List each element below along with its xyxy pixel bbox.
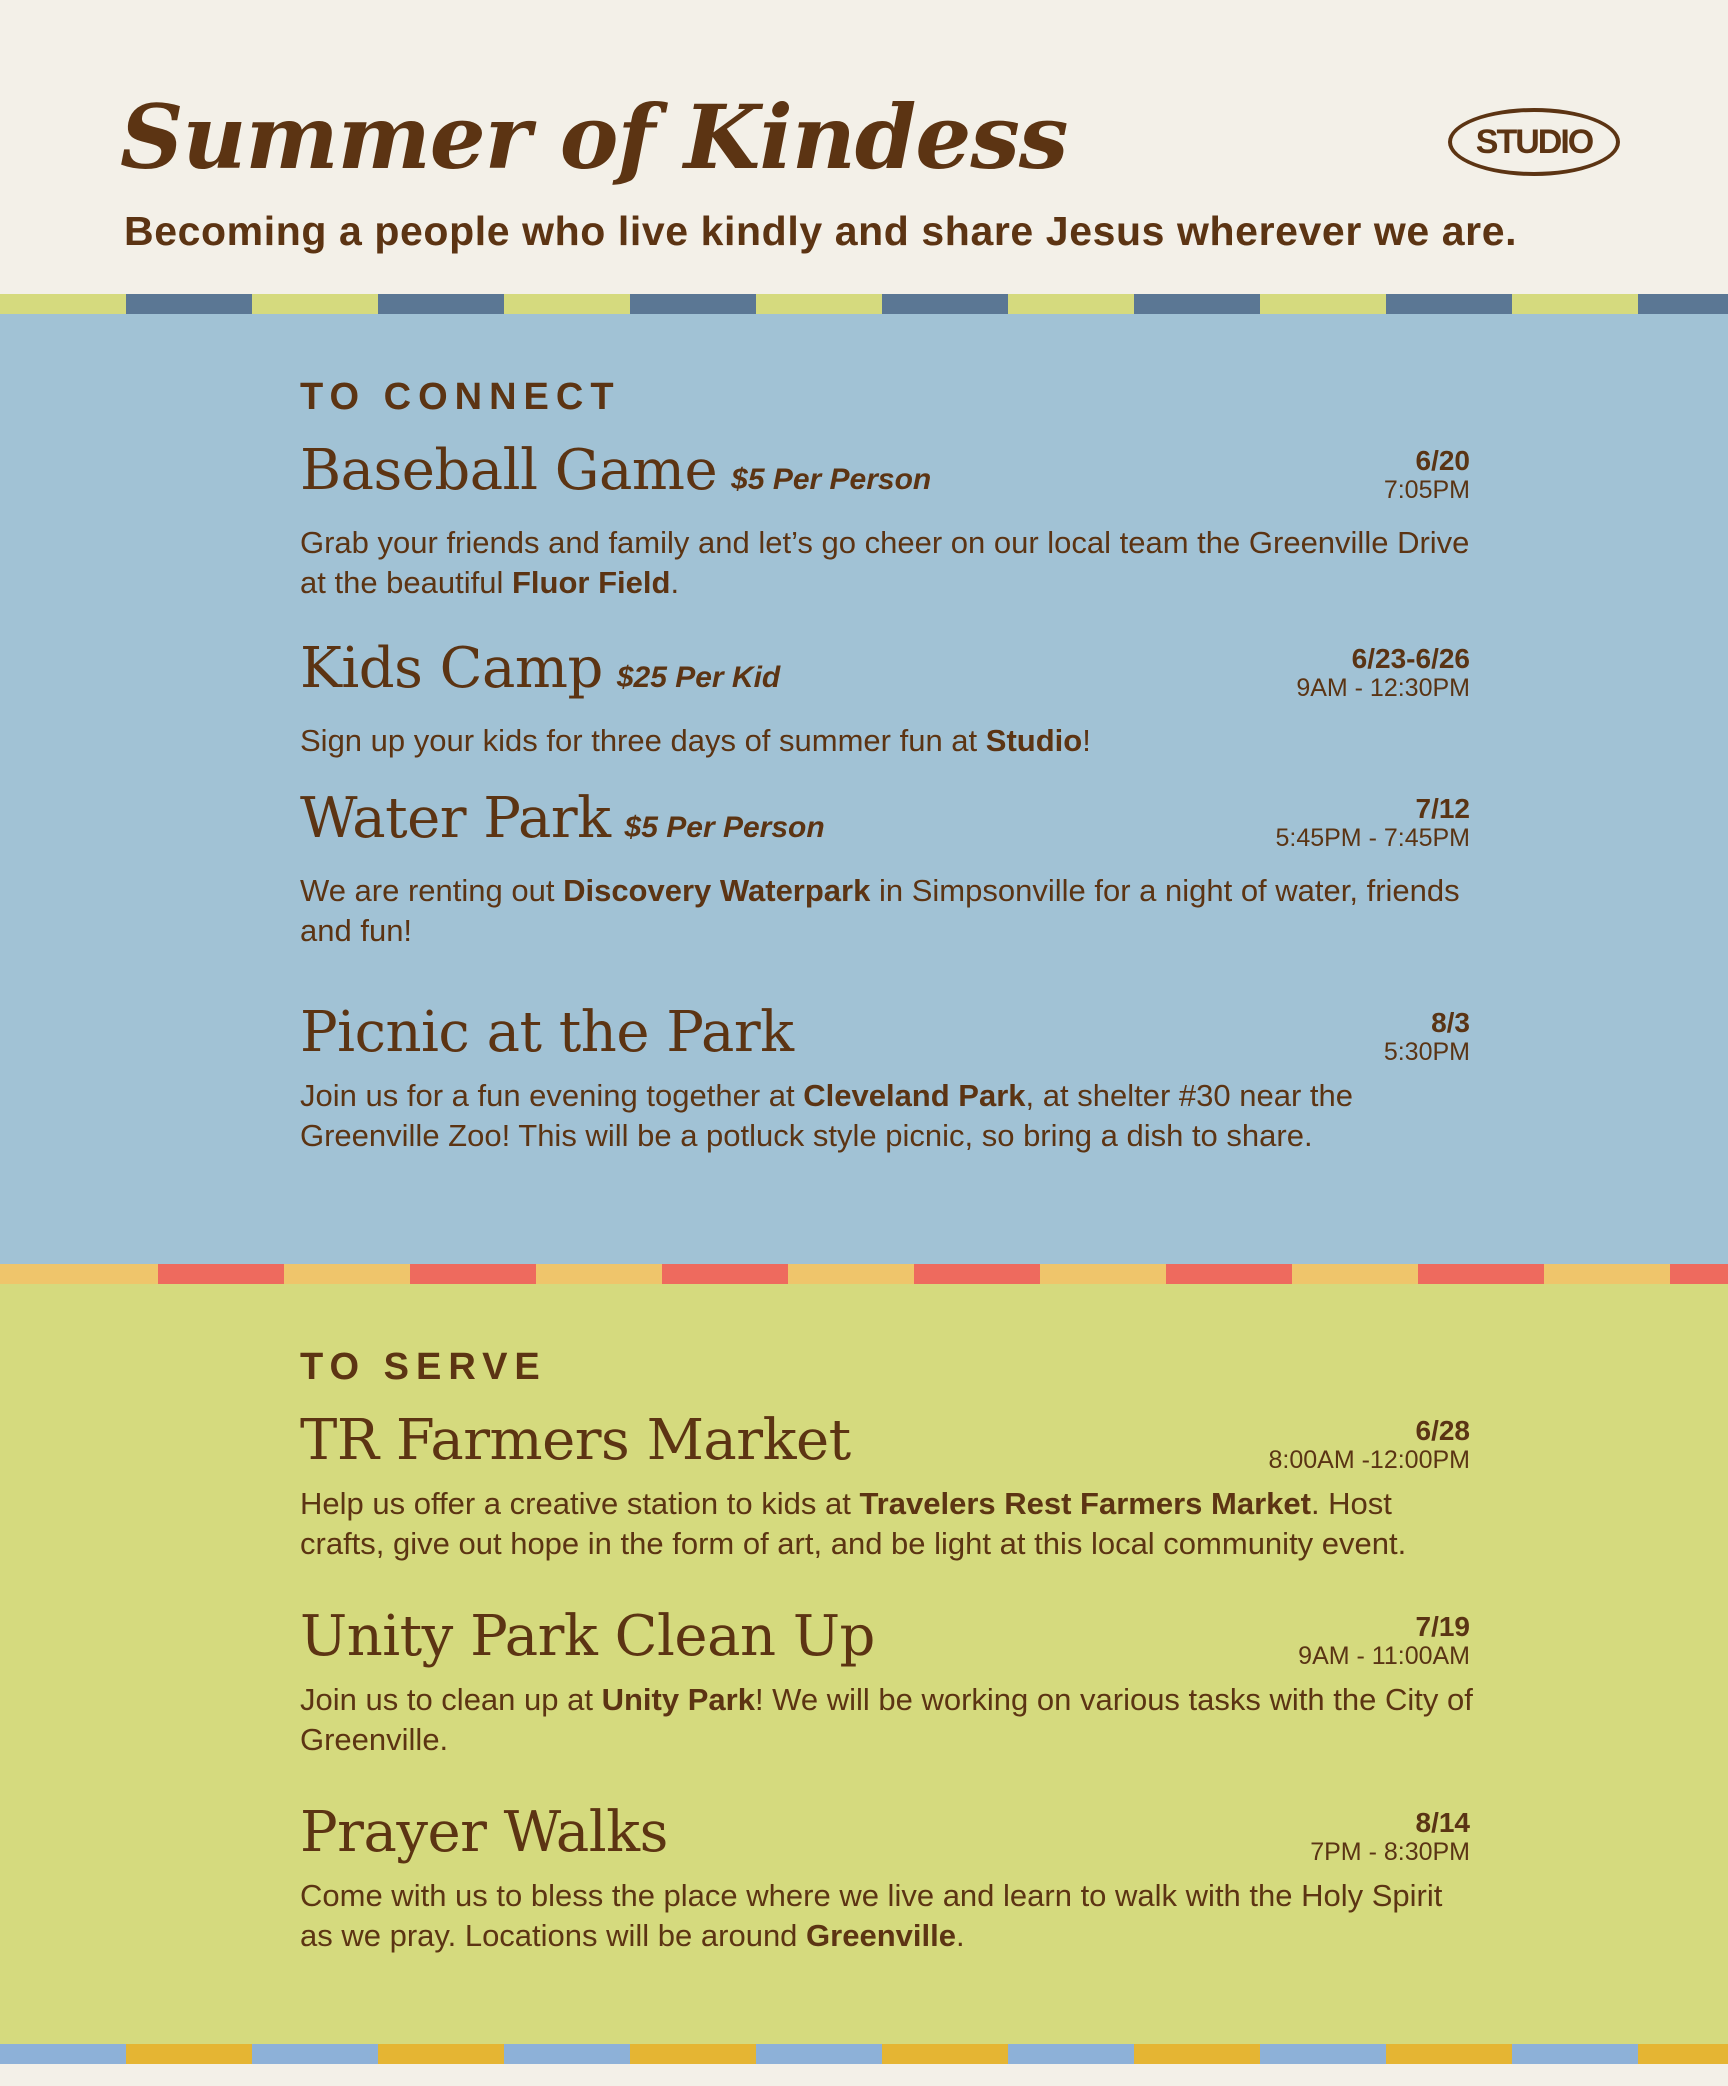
stripe-segment — [756, 2044, 882, 2064]
event-title — [300, 998, 1470, 1068]
event-date: 8/14 — [1415, 1807, 1470, 1838]
serve-section — [0, 1284, 1728, 2044]
event-picnic-at-the-park — [300, 998, 1470, 1156]
event-price: $5 Per Person — [624, 811, 825, 844]
stripe-segment — [378, 2044, 504, 2064]
stripe-segment — [1670, 1264, 1728, 1284]
event-time: 7PM - 8:30PM — [1310, 1838, 1470, 1866]
event-title — [300, 1798, 1470, 1868]
event-time: 5:30PM — [1383, 1038, 1470, 1066]
divider-stripe — [0, 1264, 1728, 1284]
event-when — [1310, 1808, 1470, 1866]
event-when — [1275, 794, 1470, 852]
stripe-segment — [1292, 1264, 1418, 1284]
event-date: 6/20 — [1415, 445, 1470, 476]
event-date: 7/12 — [1415, 793, 1470, 824]
stripe-segment — [158, 1264, 284, 1284]
event-time: 9AM - 11:00AM — [1298, 1642, 1470, 1670]
stripe-segment — [1386, 294, 1512, 314]
event-date: 8/3 — [1431, 1007, 1470, 1038]
stripe-segment — [1512, 2044, 1638, 2064]
stripe-segment — [630, 294, 756, 314]
event-date: 6/28 — [1415, 1415, 1470, 1446]
studio-logo: STUDIO — [1448, 108, 1620, 176]
stripe-segment — [1512, 294, 1638, 314]
stripe-segment — [662, 1264, 788, 1284]
event-when — [1384, 1008, 1470, 1066]
stripe-segment — [1008, 294, 1134, 314]
stripe-segment — [410, 1264, 536, 1284]
event-tr-farmers-market — [300, 1406, 1470, 1564]
stripe-segment — [1544, 1264, 1670, 1284]
stripe-segment — [1008, 2044, 1134, 2064]
connect-section — [0, 314, 1728, 1264]
stripe-segment — [378, 294, 504, 314]
stripe-segment — [0, 294, 126, 314]
event-description: Grab your friends and family and let’s go cheer on our local team the Greenville Drive at the beautiful Fluor Field. — [300, 525, 1470, 600]
stripe-segment — [284, 1264, 410, 1284]
event-name: Water Park — [300, 786, 611, 851]
event-description: We are renting out Discovery Waterpark in Simpsonville for a night of water, friends and fun! — [300, 873, 1460, 948]
event-time: 7:05PM — [1383, 476, 1470, 504]
stripe-segment — [504, 2044, 630, 2064]
highlighted-place: Travelers Rest Farmers Market — [859, 1486, 1311, 1521]
highlighted-place: Fluor Field — [512, 565, 671, 600]
stripe-segment — [914, 1264, 1040, 1284]
event-time: 5:45PM - 7:45PM — [1275, 824, 1470, 852]
event-when — [1298, 1612, 1470, 1670]
event-kids-camp — [300, 634, 1470, 761]
stripe-segment — [882, 2044, 1008, 2064]
event-baseball-game — [300, 436, 1470, 603]
stripe-segment — [504, 294, 630, 314]
stripe-segment — [1166, 1264, 1292, 1284]
event-title — [300, 1602, 1470, 1672]
event-unity-park-clean-up — [300, 1602, 1473, 1760]
highlighted-place: Studio — [985, 723, 1083, 758]
stripe-segment — [32, 1264, 158, 1284]
stripe-segment — [126, 2044, 252, 2064]
event-time: 8:00AM -12:00PM — [1268, 1446, 1470, 1474]
stripe-segment — [1134, 294, 1260, 314]
stripe-segment — [252, 294, 378, 314]
divider-stripe — [0, 294, 1728, 314]
event-title — [300, 634, 1470, 713]
event-date: 6/23-6/26 — [1351, 643, 1470, 674]
highlighted-place: Unity Park — [601, 1682, 755, 1717]
event-date: 7/19 — [1415, 1611, 1470, 1642]
event-price: $5 Per Person — [731, 463, 932, 496]
highlighted-place: Cleveland Park — [803, 1078, 1026, 1113]
stripe-segment — [1040, 1264, 1166, 1284]
stripe-segment — [536, 1264, 662, 1284]
event-title — [300, 436, 1470, 515]
event-name: Baseball Game — [300, 438, 718, 503]
event-price: $25 Per Kid — [616, 661, 781, 694]
stripe-segment — [1134, 2044, 1260, 2064]
stripe-segment — [1638, 2044, 1728, 2064]
stripe-segment — [756, 294, 882, 314]
section-heading-connect: TO CONNECT — [300, 376, 621, 418]
highlighted-place: Discovery Waterpark — [563, 873, 871, 908]
event-when — [1384, 446, 1470, 504]
stripe-segment — [1386, 2044, 1512, 2064]
event-name: Picnic at the Park — [300, 1000, 794, 1065]
event-name: Unity Park Clean Up — [300, 1604, 875, 1669]
event-description: Help us offer a creative station to kids at Travelers Rest Farmers Market. Host crafts, give out hope in the form of art, and be light at this local community event. — [300, 1486, 1407, 1561]
divider-stripe — [0, 2044, 1728, 2064]
stripe-segment — [126, 294, 252, 314]
event-when — [1269, 1416, 1471, 1474]
stripe-segment — [1638, 294, 1728, 314]
stripe-segment — [0, 2044, 126, 2064]
event-when — [1296, 644, 1470, 702]
event-description: Join us for a fun evening together at Cleveland Park, at shelter #30 near the Greenville Zoo! This will be a potluck style picnic, so bring a dish to share. — [300, 1078, 1353, 1153]
stripe-segment — [882, 294, 1008, 314]
stripe-segment — [1260, 294, 1386, 314]
header — [0, 0, 1728, 294]
highlighted-place: Greenville — [806, 1918, 956, 1953]
section-heading-serve: TO SERVE — [300, 1346, 547, 1388]
stripe-segment — [788, 1264, 914, 1284]
stripe-segment — [630, 2044, 756, 2064]
stripe-segment — [1260, 2044, 1386, 2064]
event-name: TR Farmers Market — [300, 1408, 851, 1473]
event-name: Kids Camp — [300, 636, 603, 701]
event-name: Prayer Walks — [300, 1800, 668, 1865]
stripe-segment — [1418, 1264, 1544, 1284]
page-subtitle: Becoming a people who live kindly and share Jesus wherever we are. — [124, 208, 1518, 254]
stripe-segment — [0, 1264, 32, 1284]
event-description: Join us to clean up at Unity Park! We will be working on various tasks with the City of Greenville. — [300, 1682, 1473, 1757]
event-description: Sign up your kids for three days of summer fun at Studio! — [300, 723, 1091, 758]
event-water-park — [300, 784, 1470, 951]
event-time: 9AM - 12:30PM — [1296, 674, 1470, 702]
event-description: Come with us to bless the place where we live and learn to walk with the Holy Spirit as we pray. Locations will be around Greenville. — [300, 1878, 1443, 1953]
page-title: Summer of Kindess — [120, 85, 1068, 189]
event-prayer-walks — [300, 1798, 1470, 1956]
stripe-segment — [252, 2044, 378, 2064]
